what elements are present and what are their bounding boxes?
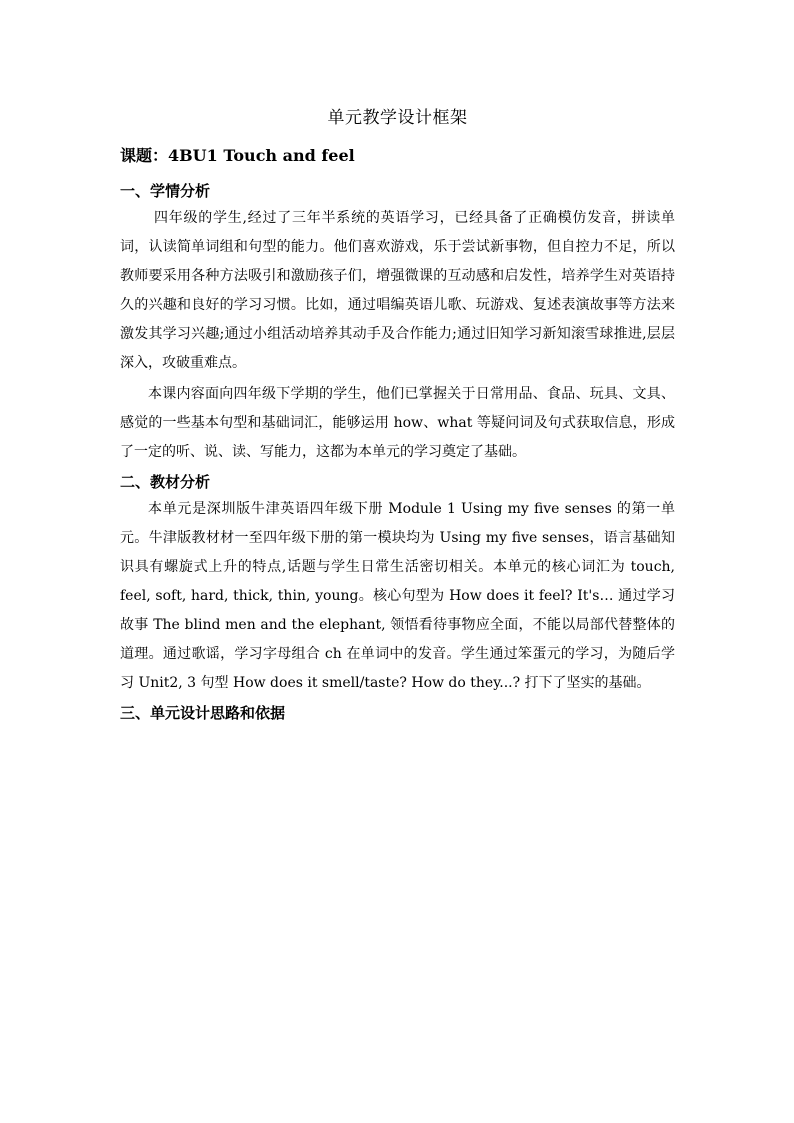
paragraph: 本单元是深圳版牛津英语四年级下册 Module 1 Using my five senses 的第一单元。牛津版教材材一至四年级下册的第一模块均为 Using my five senses，语言基础知识具有螺旋式上升的特点,话题与学生日常生活密切相关。本单元的核心词汇为 touch, feel, soft, hard, thick, thin, young。核心句型为 How does it feel? It's… 通过学习故事 The blind men and the elephant, 领悟看待事物应全面，不能以局部代替整体的道理。通过歌谣，学习字母组合 ch 在单词中的发音。学生通过笨蛋元的学习，为随后学习 Unit2, 3 句型 How does it smell/taste? How do they...? 打下了坚实的基础。: [120, 501, 675, 691]
section-design-rationale: [120, 702, 675, 724]
lesson-title: 课题：4BU1 Touch and feel: [120, 146, 355, 165]
section-material-analysis: [120, 471, 675, 698]
document-title: 单元教学设计框架: [327, 108, 468, 128]
section-student-analysis: [120, 180, 675, 467]
paragraph: 本课内容面向四年级下学期的学生，他们已掌握关于日常用品、食品、玩具、文具、感觉的一些基本句型和基础词汇，能够运用 how、what 等疑问词及句式获取信息，形成了一定的听、说、读、写能力，这都为本单元的学习奠定了基础。: [120, 386, 675, 460]
section-heading: 一、学情分析: [120, 182, 211, 200]
section-heading: 二、教材分析: [120, 473, 211, 491]
document-page: [120, 106, 675, 728]
section-heading: 三、单元设计思路和依据: [120, 704, 286, 722]
paragraph: 四年级的学生,经过了三年半系统的英语学习，已经具备了正确模仿发音，拼读单词，认读简单词组和句型的能力。他们喜欢游戏，乐于尝试新事物，但自控力不足，所以教师要采用各种方法吸引和激励孩子们，增强微课的互动感和启发性，培养学生对英语持久的兴趣和良好的学习习惯。比如，通过唱编英语儿歌、玩游戏、复述表演故事等方法来激发其学习兴趣;通过小组活动培养其动手及合作能力;通过旧知学习新知滚雪球推进,层层深入，攻破重难点。: [120, 210, 675, 371]
